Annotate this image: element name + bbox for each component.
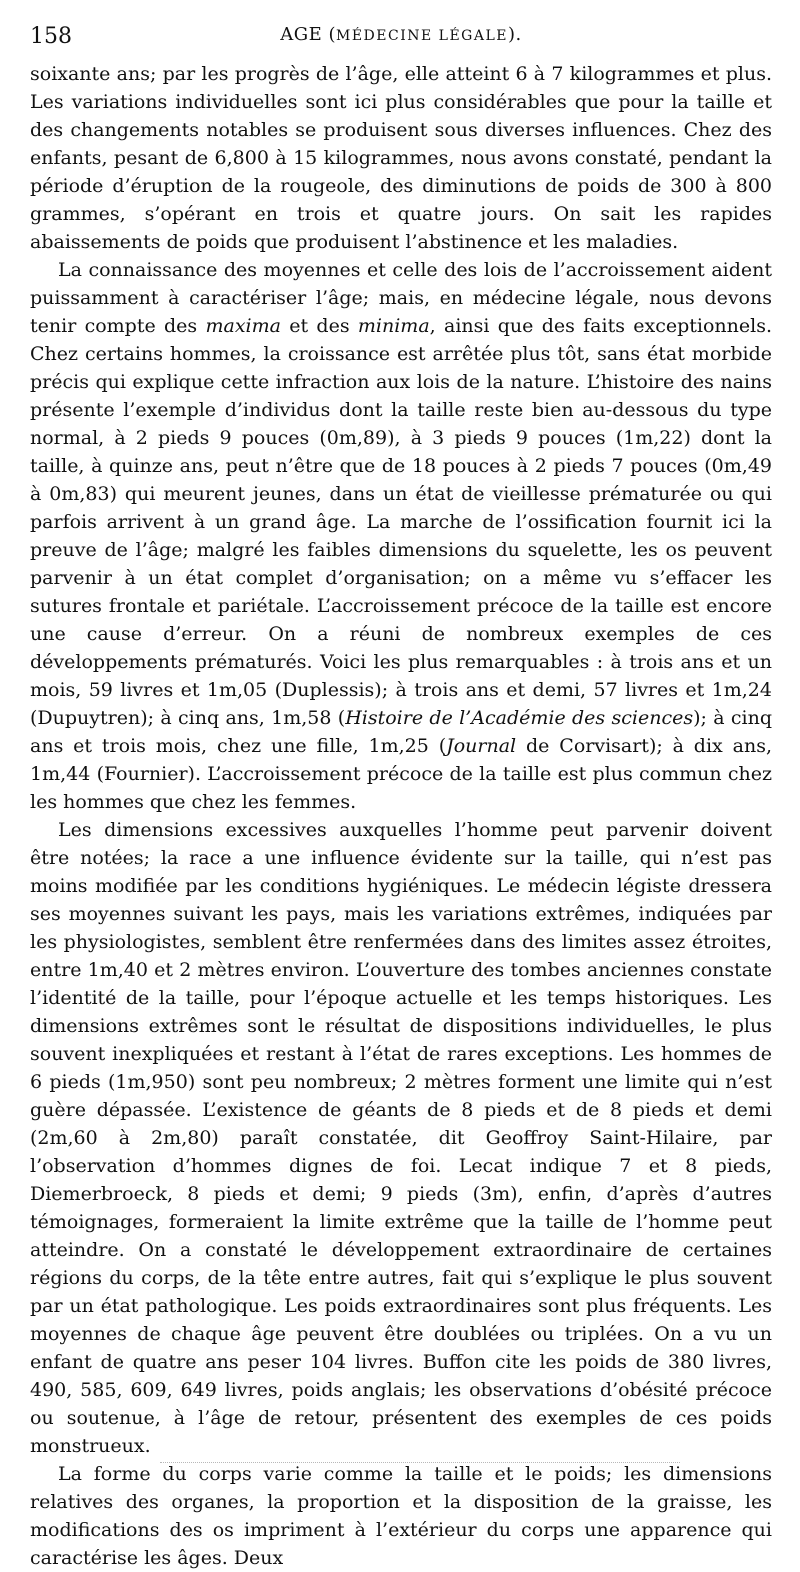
text-segment: ); à cinq ans et trois mois, chez une fille, 1m,25 (: [30, 707, 773, 757]
paragraph: [30, 816, 772, 1460]
paragraph: [30, 256, 772, 816]
text-segment: , ainsi que des faits exceptionnels. Chez certains hommes, la croissance est arrêtée plus tôt, sans état morbide précis qui explique cette infraction aux lois de la nature. L’histoire des nains présente l’exemple d’individus dont la taille reste bien au-dessous du type normal, à 2 pieds 9 pouces (0m,89), à 3 pieds 9 pouces (1m,22) dont la taille, à quinze ans, peut n’être que de 18 pouces à 2 pieds 7 pouces (0m,49 à 0m,83) qui meurent jeunes, dans un état de vieillesse prématurée ou qui parfois arrivent à un grand âge. La marche de l’ossification fournit ici la preuve de l’âge; malgré les faibles dimensions du squelette, les os peuvent parvenir à un état complet d’organisation; on a même vu s’effacer les sutures frontale et pariétale. L’accroissement précoce de la taille est encore une cause d’erreur. On a réuni de nombreux exemples de ces développements prématurés. Voici les plus remarquables : à trois ans et un mois, 59 livres et 1m,05 (Duplessis); à trois ans et demi, 57 livres et 1m,24 (Dupuytren); à cinq ans, 1m,58 (: [30, 315, 773, 729]
italic-text-segment: Histoire de l’Académie des sciences: [345, 707, 694, 729]
italic-text-segment: Journal: [446, 735, 517, 757]
footer-dotted-rule: [160, 1462, 680, 1463]
text-segment: La forme du corps varie comme la taille et le poids; les dimensions relatives des organes, la proportion et la disposition de la graisse, les modifications des os impriment à l’extérieur du corps une apparence qui caractérise les âges. Deux: [30, 1463, 772, 1569]
text-segment: La connaissance des moyennes et celle des lois de l’accroissement aident puissamment à caractériser l’âge; mais, en médecine légale, nous devons tenir compte des: [30, 259, 772, 337]
text-segment: et des: [280, 315, 358, 337]
page-header: [30, 24, 772, 52]
paragraph: [30, 60, 772, 256]
text-segment: de Corvisart); à dix ans, 1m,44 (Fournier). L’accroissement précoce de la taille est plus commun chez les hommes que chez les femmes.: [30, 735, 772, 813]
paragraph: [30, 1460, 772, 1572]
text-segment: soixante ans; par les progrès de l’âge, elle atteint 6 à 7 kilogrammes et plus. Les variations individuelles sont ici plus considérables que pour la taille et des changements notables se produisent sous diverses influences. Chez des enfants, pesant de 6,800 à 15 kilogrammes, nous avons constaté, pendant la période d’éruption de la rougeole, des diminutions de poids de 300 à 800 grammes, s’opérant en trois et quatre jours. On sait les rapides abaissements de poids que produisent l’abstinence et les maladies.: [30, 63, 772, 253]
italic-text-segment: minima: [357, 315, 430, 337]
running-title-main: AGE (: [280, 24, 336, 45]
italic-text-segment: maxima: [205, 315, 281, 337]
body-text: [30, 60, 772, 1572]
document-page: [30, 24, 772, 1572]
text-segment: Les dimensions excessives auxquelles l’homme peut parvenir doivent être notées; la race a une influence évidente sur la taille, qui n’est pas moins modifiée par les conditions hygiéniques. Le médecin légiste dressera ses moyennes suivant les pays, mais les variations extrêmes, indiquées par les physiologistes, semblent être renfermées dans des limites assez étroites, entre 1m,40 et 2 mètres environ. L’ouverture des tombes anciennes constate l’identité de la taille, pour l’époque actuelle et les temps historiques. Les dimensions extrêmes sont le résultat de dispositions individuelles, le plus souvent inexpliquées et restant à l’état de rares exceptions. Les hommes de 6 pieds (1m,950) sont peu nombreux; 2 mètres forment une limite qui n’est guère dépassée. L’existence de géants de 8 pieds et de 8 pieds et demi (2m,60 à 2m,80) paraît constatée, dit Geoffroy Saint-Hilaire, par l’observation d’hommes dignes de foi. Lecat indique 7 et 8 pieds, Diemerbroeck, 8 pieds et demi; 9 pieds (3m), enfin, d’après d’autres témoignages, formeraient la limite extrême que la taille de l’homme peut atteindre. On a constaté le développement extraordinaire de certaines régions du corps, de la tête entre autres, fait qui s’explique le plus souvent par un état pathologique. Les poids extraordinaires sont plus fréquents. Les moyennes de chaque âge peuvent être doublées ou triplées. On a vu un enfant de quatre ans peser 104 livres. Buffon cite les poids de 380 livres, 490, 585, 609, 649 livres, poids anglais; les observations d’obésité précoce ou soutenue, à l’âge de retour, présentent des exemples de ces poids monstrueux.: [30, 819, 772, 1457]
page-number: 158: [30, 24, 72, 49]
running-title-end: ).: [508, 24, 522, 45]
running-title-subject: MÉDECINE LÉGALE: [336, 28, 508, 44]
running-title: [30, 24, 772, 45]
